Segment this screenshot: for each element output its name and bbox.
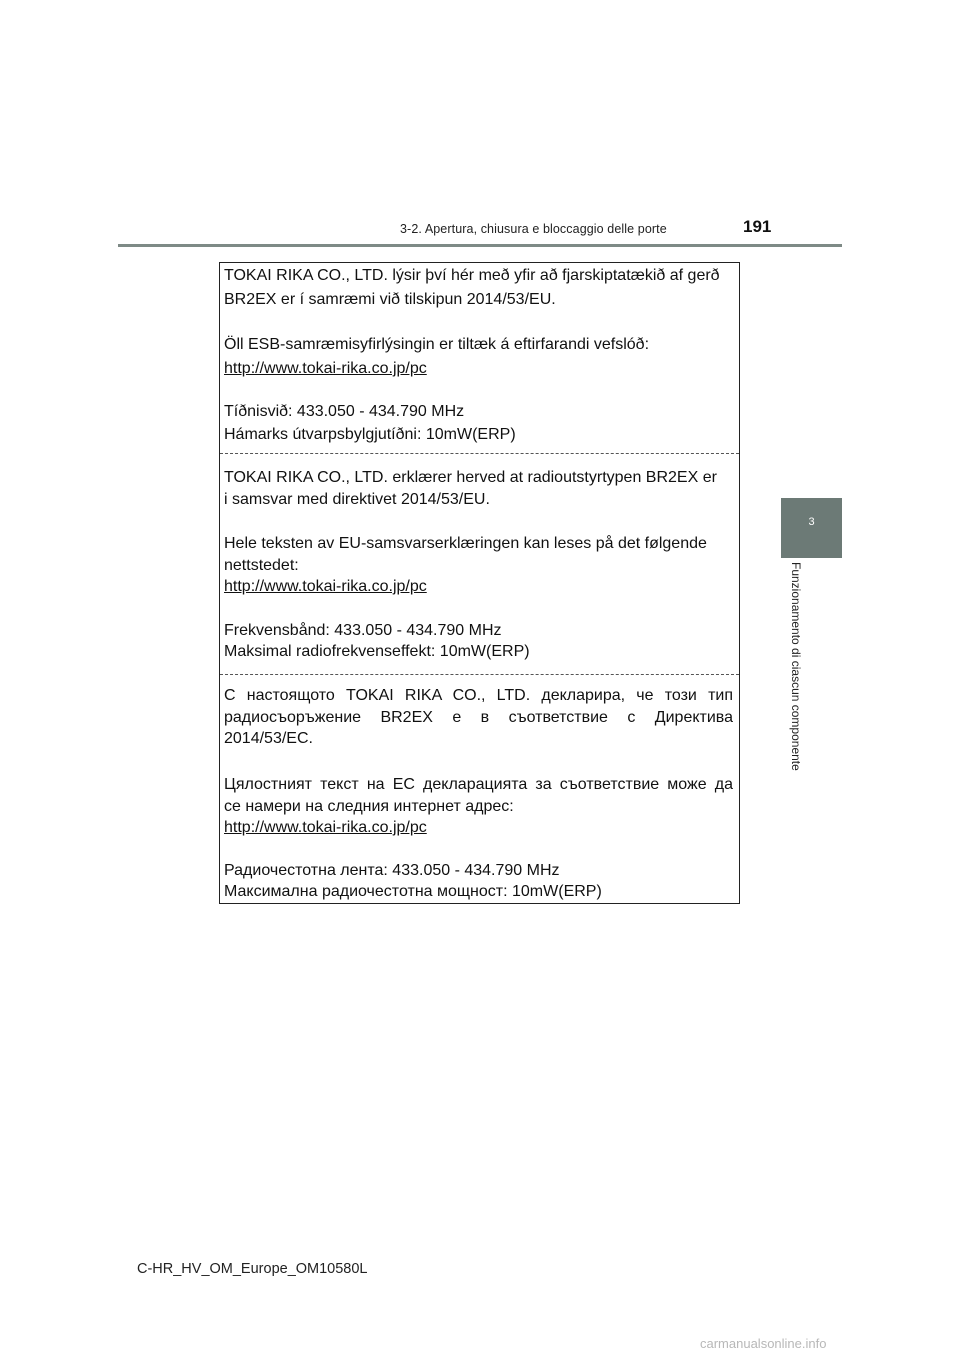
section-separator bbox=[220, 674, 739, 675]
declaration-line: С настоящото TOKAI RIKA CO., LTD. декларира, че този тип bbox=[224, 687, 733, 704]
chapter-title: Funzionamento di ciascun componente bbox=[789, 562, 803, 771]
document-id: C-HR_HV_OM_Europe_OM10580L bbox=[137, 1261, 368, 1277]
declaration-line: Hele teksten av EU-samsvarserklæringen kan leses på det følgende bbox=[224, 535, 707, 552]
declaration-line: Öll ESB-samræmisyfirlýsingin er tiltæk á eftirfarandi vefslóð: bbox=[224, 336, 650, 353]
declaration-url-link[interactable]: http://www.tokai-rika.co.jp/pc bbox=[224, 819, 427, 836]
section-title: 3-2. Apertura, chiusura e bloccaggio delle porte bbox=[400, 222, 667, 236]
declaration-line: Frekvensbånd: 433.050 - 434.790 MHz bbox=[224, 622, 502, 639]
declaration-line: Радиочестотна лента: 433.050 - 434.790 MHz bbox=[224, 862, 560, 879]
declaration-line: Tíðnisvið: 433.050 - 434.790 MHz bbox=[224, 403, 465, 420]
section-separator bbox=[220, 453, 739, 454]
declaration-line: TOKAI RIKA CO., LTD. lýsir því hér með yfir að fjarskiptatækið af gerð bbox=[224, 267, 720, 284]
declaration-line: TOKAI RIKA CO., LTD. erklærer herved at radioutstyrtypen BR2EX er bbox=[224, 469, 717, 486]
declaration-line: Цялостният текст на ЕС декларацията за съответствие може да bbox=[224, 776, 733, 793]
header-rule bbox=[118, 244, 842, 247]
chapter-tab bbox=[781, 498, 842, 558]
declaration-url-link[interactable]: http://www.tokai-rika.co.jp/pc bbox=[224, 360, 427, 377]
declaration-box bbox=[219, 262, 740, 904]
declaration-line: i samsvar med direktivet 2014/53/EU. bbox=[224, 491, 490, 508]
declaration-line: BR2EX er í samræmi við tilskipun 2014/53/EU. bbox=[224, 291, 556, 308]
declaration-line: 2014/53/ЕС. bbox=[224, 730, 313, 747]
declaration-line: Hámarks útvarpsbylgjutíðni: 10mW(ERP) bbox=[224, 426, 516, 443]
watermark: carmanualsonline.info bbox=[700, 1336, 827, 1351]
chapter-number: 3 bbox=[808, 516, 815, 528]
page-number: 191 bbox=[743, 217, 772, 236]
declaration-line: nettstedet: bbox=[224, 557, 299, 574]
declaration-line: Максимална радиочестотна мощност: 10mW(ERP) bbox=[224, 883, 602, 900]
declaration-line: се намери на следния интернет адрес: bbox=[224, 798, 514, 815]
declaration-line: Maksimal radiofrekvenseffekt: 10mW(ERP) bbox=[224, 643, 530, 660]
declaration-line: радиосъоръжение BR2EX е в съответствие с Директива bbox=[224, 709, 733, 726]
declaration-url-link[interactable]: http://www.tokai-rika.co.jp/pc bbox=[224, 578, 427, 595]
